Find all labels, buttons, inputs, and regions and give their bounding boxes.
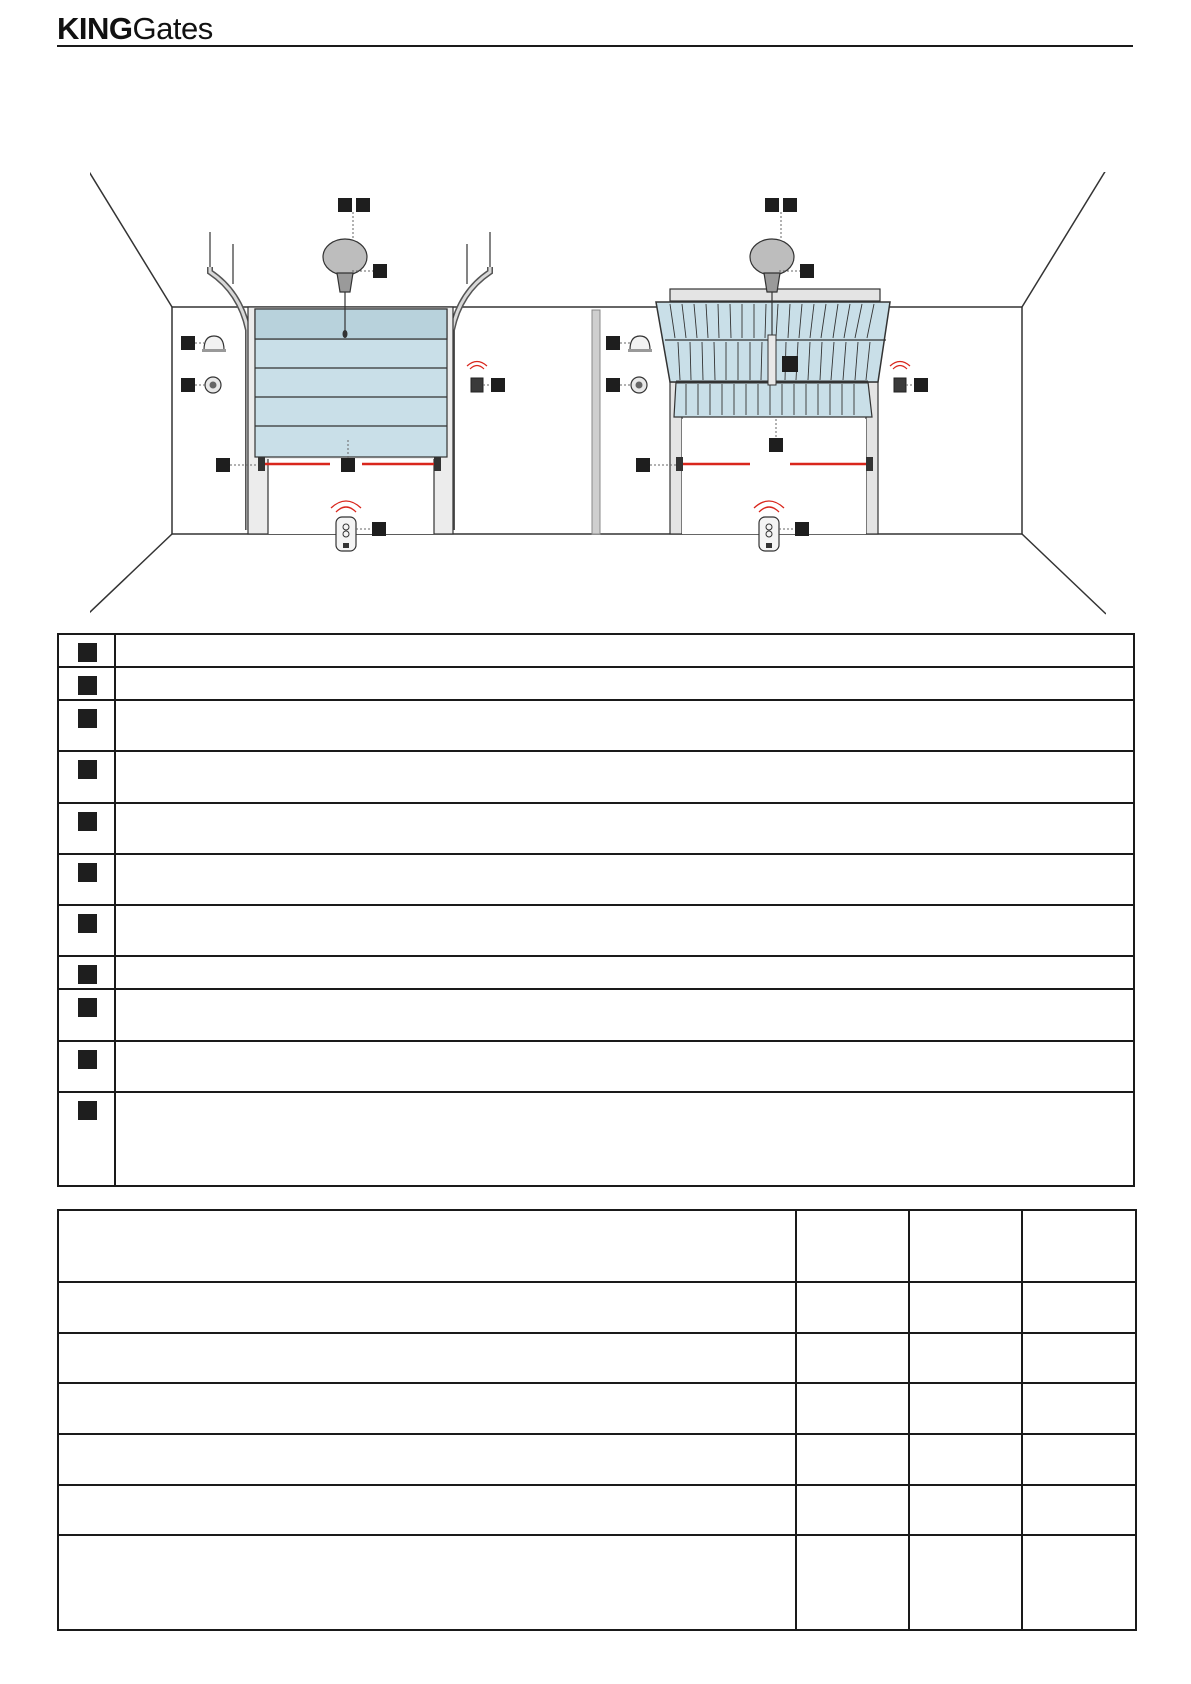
specs-cell <box>1022 1383 1136 1434</box>
specs-row <box>58 1383 1136 1434</box>
release-handle-icon <box>782 356 798 372</box>
legend-number-cell <box>58 989 115 1041</box>
specs-header-row <box>58 1210 1136 1282</box>
specs-cell <box>1022 1333 1136 1383</box>
specs-cell <box>909 1282 1022 1333</box>
legend-description-cell <box>115 751 1134 803</box>
specs-header-cell <box>58 1210 796 1282</box>
legend-description-cell <box>115 1041 1134 1092</box>
specs-cell <box>1022 1434 1136 1485</box>
legend-number-cell <box>58 854 115 905</box>
legend-row <box>58 989 1134 1041</box>
legend-row <box>58 1041 1134 1092</box>
specs-cell <box>58 1333 796 1383</box>
up-and-over-door-scene <box>606 198 928 551</box>
specs-cell <box>58 1434 796 1485</box>
specs-cell <box>796 1535 909 1630</box>
specs-cell <box>796 1282 909 1333</box>
key-selector-icon <box>631 377 647 393</box>
legend-badge <box>78 709 97 728</box>
specs-header-cell <box>1022 1210 1136 1282</box>
technical-specs-table <box>57 1209 1137 1631</box>
specs-cell <box>796 1383 909 1434</box>
specs-header-cell <box>909 1210 1022 1282</box>
component-legend-table <box>57 633 1135 1187</box>
legend-number-cell <box>58 634 115 667</box>
wireless-keypad-icon <box>890 362 910 393</box>
specs-row <box>58 1485 1136 1535</box>
legend-description-cell <box>115 956 1134 989</box>
legend-description-cell <box>115 989 1134 1041</box>
legend-row <box>58 905 1134 956</box>
legend-number-cell <box>58 803 115 854</box>
legend-badge <box>78 1050 97 1069</box>
page-header <box>57 8 1133 50</box>
legend-row <box>58 667 1134 700</box>
key-selector-icon <box>205 377 221 393</box>
legend-row <box>58 803 1134 854</box>
legend-description-cell <box>115 634 1134 667</box>
flashing-light-icon <box>202 336 226 352</box>
legend-badge <box>78 965 97 984</box>
specs-cell <box>909 1434 1022 1485</box>
header-rule <box>57 45 1133 47</box>
specs-cell <box>796 1333 909 1383</box>
legend-row <box>58 751 1134 803</box>
specs-cell <box>909 1383 1022 1434</box>
specs-cell <box>1022 1282 1136 1333</box>
legend-badge <box>78 863 97 882</box>
legend-description-cell <box>115 803 1134 854</box>
legend-number-cell <box>58 667 115 700</box>
legend-badge <box>78 998 97 1017</box>
legend-badge <box>78 760 97 779</box>
flashing-light-icon <box>628 336 652 352</box>
legend-number-cell <box>58 1092 115 1186</box>
legend-row <box>58 956 1134 989</box>
specs-row <box>58 1434 1136 1485</box>
specs-row <box>58 1282 1136 1333</box>
legend-description-cell <box>115 854 1134 905</box>
legend-number-cell <box>58 1041 115 1092</box>
legend-number-cell <box>58 751 115 803</box>
specs-cell <box>58 1535 796 1630</box>
specs-cell <box>909 1535 1022 1630</box>
specs-cell <box>796 1485 909 1535</box>
sectional-door-scene <box>181 198 505 551</box>
specs-row <box>58 1535 1136 1630</box>
legend-number-cell <box>58 700 115 751</box>
divider-pillar <box>592 310 600 534</box>
sectional-door-panel <box>255 309 447 457</box>
legend-description-cell <box>115 667 1134 700</box>
wireless-keypad-icon <box>467 362 487 393</box>
legend-number-cell <box>58 905 115 956</box>
legend-badge <box>78 914 97 933</box>
specs-cell <box>796 1434 909 1485</box>
specs-cell <box>1022 1535 1136 1630</box>
legend-badge <box>78 643 97 662</box>
legend-description-cell <box>115 1092 1134 1186</box>
legend-row <box>58 1092 1134 1186</box>
legend-badge <box>78 1101 97 1120</box>
specs-cell <box>909 1485 1022 1535</box>
legend-number-cell <box>58 956 115 989</box>
specs-cell <box>58 1282 796 1333</box>
specs-cell <box>58 1383 796 1434</box>
installation-illustration <box>90 172 1106 616</box>
logo-light-text: Gates <box>132 11 213 46</box>
kinggates-logo <box>57 12 213 46</box>
legend-row <box>58 700 1134 751</box>
logo-bold-text: KING <box>57 11 133 46</box>
specs-cell <box>58 1485 796 1535</box>
specs-header-cell <box>796 1210 909 1282</box>
legend-description-cell <box>115 700 1134 751</box>
specs-row <box>58 1333 1136 1383</box>
legend-badge <box>78 676 97 695</box>
legend-row <box>58 854 1134 905</box>
specs-cell <box>909 1333 1022 1383</box>
legend-description-cell <box>115 905 1134 956</box>
legend-badge <box>78 812 97 831</box>
specs-cell <box>1022 1485 1136 1535</box>
legend-row <box>58 634 1134 667</box>
